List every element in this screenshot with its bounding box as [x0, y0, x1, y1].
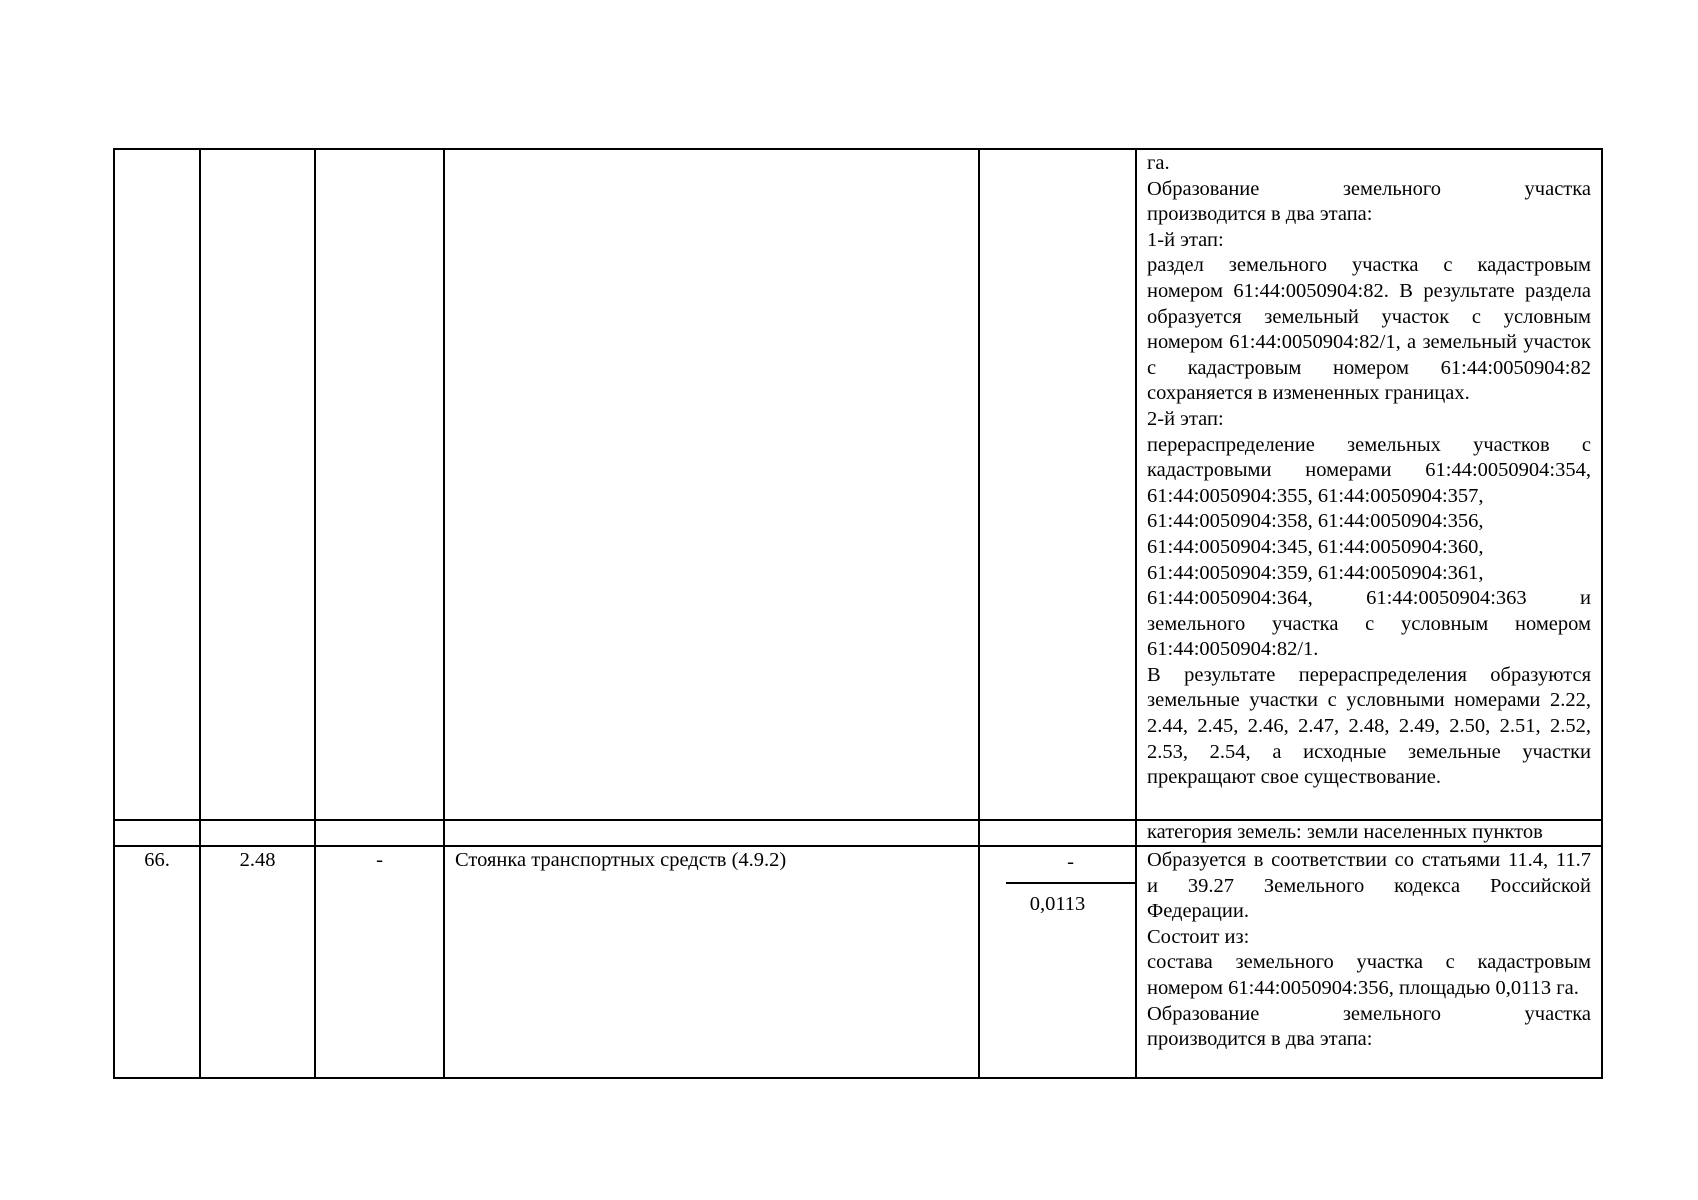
- table-row-continued: [114, 149, 1602, 820]
- description-paragraph: га.: [1147, 152, 1170, 174]
- description-paragraph: В результате перераспределения образуются земельные участки с условными номерами 2.22, 2.44, 2.45, 2.46, 2.47, 2.48, 2.49, 2.50, 2.51, 2.52, 2.53, 2.54, а исходные земельные участки прекращают свое существование.: [1147, 663, 1591, 789]
- land-parcel-table-wrapper: [113, 148, 1601, 1072]
- cell-number: [114, 846, 200, 1078]
- description-paragraph: 61:44:0050904:364, 61:44:0050904:363 и: [1147, 587, 1591, 610]
- description-paragraph: состава земельного участка с кадастровым номером 61:44:0050904:356, площадью 0,0113 га.: [1147, 951, 1591, 999]
- row-number: 66.: [144, 849, 170, 871]
- description-paragraph: Состоит из:: [1147, 925, 1250, 948]
- description-paragraph: Образуется в соответствии со статьями 11.4, 11.7 и 39.27 Земельного кодекса Российской Федерации.: [1147, 849, 1591, 923]
- description-paragraph: земельного участка с условным номером 61:44:0050904:82/1.: [1147, 612, 1591, 661]
- description-paragraph: производится в два этапа:: [1147, 203, 1373, 226]
- table-row-category: [114, 820, 1602, 846]
- table-row-66: [114, 846, 1602, 1078]
- cell-category: [1136, 820, 1602, 846]
- parcel-id: 2.48: [239, 849, 276, 871]
- cell-use-type-empty: [444, 820, 979, 846]
- description-paragraph: 61:44:0050904:358, 61:44:0050904:356,: [1147, 510, 1484, 533]
- description-paragraph: 61:44:0050904:355, 61:44:0050904:357,: [1147, 484, 1484, 507]
- description-text: [1137, 150, 1601, 791]
- description-paragraph: перераспределение земельных участков с кадастровыми номерами 61:44:0050904:354,: [1147, 433, 1591, 482]
- description-paragraph: Образование земельного участка: [1147, 177, 1591, 200]
- description-paragraph: раздел земельного участка с кадастровым номером 61:44:0050904:82. В результате раздела образуется земельный участок с условным номером 61:44:0050904:82/1, а земельный участок с кадастровым номером 61:44:0050904:82 сохраняется в измененных границах.: [1147, 254, 1591, 405]
- cell-area-empty: [979, 820, 1136, 846]
- cell-area: [979, 846, 1136, 1078]
- col3-value: -: [376, 849, 383, 871]
- description-paragraph: 2-й этап:: [1147, 407, 1224, 430]
- cell-use-type-empty: [444, 149, 979, 820]
- cell-parcel-id: [200, 846, 315, 1078]
- cell-description: [1136, 846, 1602, 1078]
- cell-description-continued: [1136, 149, 1602, 820]
- cell-parcel-id-empty: [200, 820, 315, 846]
- description-paragraph: производится в два этапа:: [1147, 1028, 1373, 1051]
- cell-parcel-id-empty: [200, 149, 315, 820]
- land-parcel-table: [113, 148, 1603, 1079]
- description-paragraph: Образование земельного участка: [1147, 1002, 1591, 1025]
- cell-col3-empty: [315, 820, 444, 846]
- description-paragraph: 61:44:0050904:345, 61:44:0050904:360,: [1147, 535, 1484, 558]
- use-type-text: Стоянка транспортных средств (4.9.2): [455, 849, 787, 871]
- cell-area-empty: [979, 149, 1136, 820]
- description-paragraph: 61:44:0050904:359, 61:44:0050904:361,: [1147, 561, 1484, 584]
- description-paragraph: 1-й этап:: [1147, 228, 1224, 251]
- cell-col3-empty: [315, 149, 444, 820]
- cell-col3: [315, 846, 444, 1078]
- description-text: [1137, 847, 1601, 1053]
- land-category-text: категория земель: земли населенных пунктов: [1147, 821, 1543, 843]
- cell-use-type: [444, 846, 979, 1078]
- area-value: 0,0113: [1029, 893, 1086, 915]
- area-top-value: -: [1006, 847, 1135, 884]
- cell-number-empty: [114, 820, 200, 846]
- cell-number-empty: [114, 149, 200, 820]
